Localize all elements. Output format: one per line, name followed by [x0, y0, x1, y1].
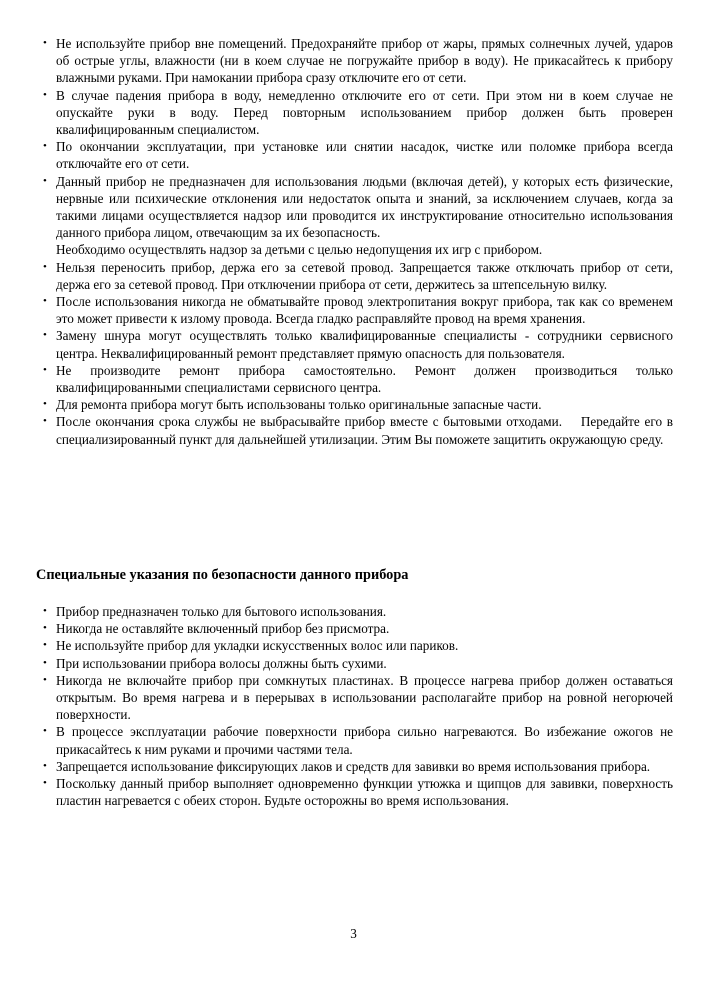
bullet-icon: • — [43, 759, 47, 772]
list-item: • Поскольку данный прибор выполняет одновременно функции утюжка и щипцов для завивки, поверхность пластин нагревается с обеих сторон. Будьте осторожны во время использования. — [43, 776, 673, 809]
page-number: 3 — [350, 926, 357, 941]
bullet-icon: • — [43, 37, 47, 49]
bullet-icon: • — [43, 295, 47, 308]
bullet-icon: • — [43, 260, 47, 273]
list-item: • По окончании эксплуатации, при установке или снятии насадок, чистке или поломке прибора всегда отключайте его от сети. — [43, 139, 673, 172]
list-item: • В случае падения прибора в воду, немедленно отключите его от сети. При этом ни в коем случае не опускайте руки в воду. Перед повторным использованием прибор должен быть проверен квалифицированным специалистом. — [43, 87, 673, 138]
bullet-icon: • — [43, 329, 47, 342]
list-item: • Нельзя переносить прибор, держа его за сетевой провод. Запрещается также отключать прибор от сети, держа его за сетевой провод. При отключении прибора от сети, держитесь за штепсельную вилку. — [43, 259, 673, 292]
children-supervision-note: Необходимо осуществлять надзор за детьми с целью недопущения их игр с прибором. — [56, 242, 543, 258]
special-warnings-list — [43, 603, 673, 809]
list-item: • В процессе эксплуатации рабочие поверхности прибора сильно нагреваются. Во избежание ожогов не прикасайтесь к ним руками и прочими частями тела. — [43, 724, 673, 757]
bullet-icon: • — [43, 140, 47, 153]
list-item: • Замену шнура могут осуществлять только квалифицированные специалисты - сотрудники сервисного центра. Неквалифицированный ремонт представляет прямую опасность для пользователя. — [43, 328, 673, 361]
list-item: • Прибор предназначен только для бытового использования. — [43, 604, 387, 619]
bullet-icon: • — [43, 363, 47, 376]
list-item: • Не производите ремонт прибора самостоятельно. Ремонт должен производиться только квалифицированными специалистами сервисного центра. — [43, 362, 673, 396]
bullet-icon: • — [43, 656, 47, 669]
bullet-icon: • — [43, 725, 47, 738]
section-heading: Специальные указания по безопасности данного прибора — [36, 567, 409, 583]
list-item: • После окончания срока службы не выбрасывайте прибор вместе с бытовыми отходами. Передайте его в специализированный пункт для дальнейшей утилизации. Этим Вы поможете защитить окружающую среду. — [43, 414, 677, 447]
list-item: • Данный прибор не предназначен для использования людьми (включая детей), у которых есть физические, нервные или психические отклонения или недостаток опыта и знаний, за исключением случаев, когда за такими лицами осуществляется надзор или проводится их инструктирование относительно использования данного прибора лицом, отвечающим за их безопасность. Необходимо осуществлять надзор за детьми с целью недопущения их игр с прибором. — [43, 173, 673, 258]
list-item: • Не используйте прибор вне помещений. Предохраняйте прибор от жары, прямых солнечных лучей, ударов об острые углы, влажности (ни в коем случае не погружайте прибор в воду). Не прикасайтесь к прибору влажными руками. При намокании прибора сразу отключите его от сети. — [43, 36, 673, 86]
list-item: • Никогда не оставляйте включенный прибор без присмотра. — [43, 621, 390, 637]
bullet-icon: • — [43, 88, 47, 101]
bullet-icon: • — [43, 622, 47, 635]
list-item: • После использования никогда не обматывайте провод электропитания вокруг прибора, так как со временем это может привести к излому провода. Всегда гладко расправляйте провод на время хранения. — [43, 294, 673, 327]
bullet-icon: • — [43, 605, 47, 617]
bullet-icon: • — [43, 415, 47, 428]
general-warnings-list — [43, 35, 677, 448]
list-item: • Для ремонта прибора могут быть использованы только оригинальные запасные части. — [43, 397, 542, 413]
bullet-icon: • — [43, 398, 47, 411]
list-item: • Никогда не включайте прибор при сомкнутых пластинах. В процессе нагрева прибор должен оставаться открытым. Во время нагрева и в перерывах в использовании располагайте прибор на ровной негорючей поверхности. — [43, 672, 673, 723]
bullet-icon: • — [43, 174, 47, 187]
bullet-icon: • — [43, 673, 47, 686]
bullet-icon: • — [43, 777, 47, 790]
list-item: • Не используйте прибор для укладки искусственных волос или париков. — [43, 638, 459, 654]
list-item: • Запрещается использование фиксирующих лаков и средств для завивки во время использования прибора. — [43, 758, 651, 774]
list-item: • При использовании прибора волосы должны быть сухими. — [43, 655, 387, 671]
bullet-icon: • — [43, 639, 47, 652]
